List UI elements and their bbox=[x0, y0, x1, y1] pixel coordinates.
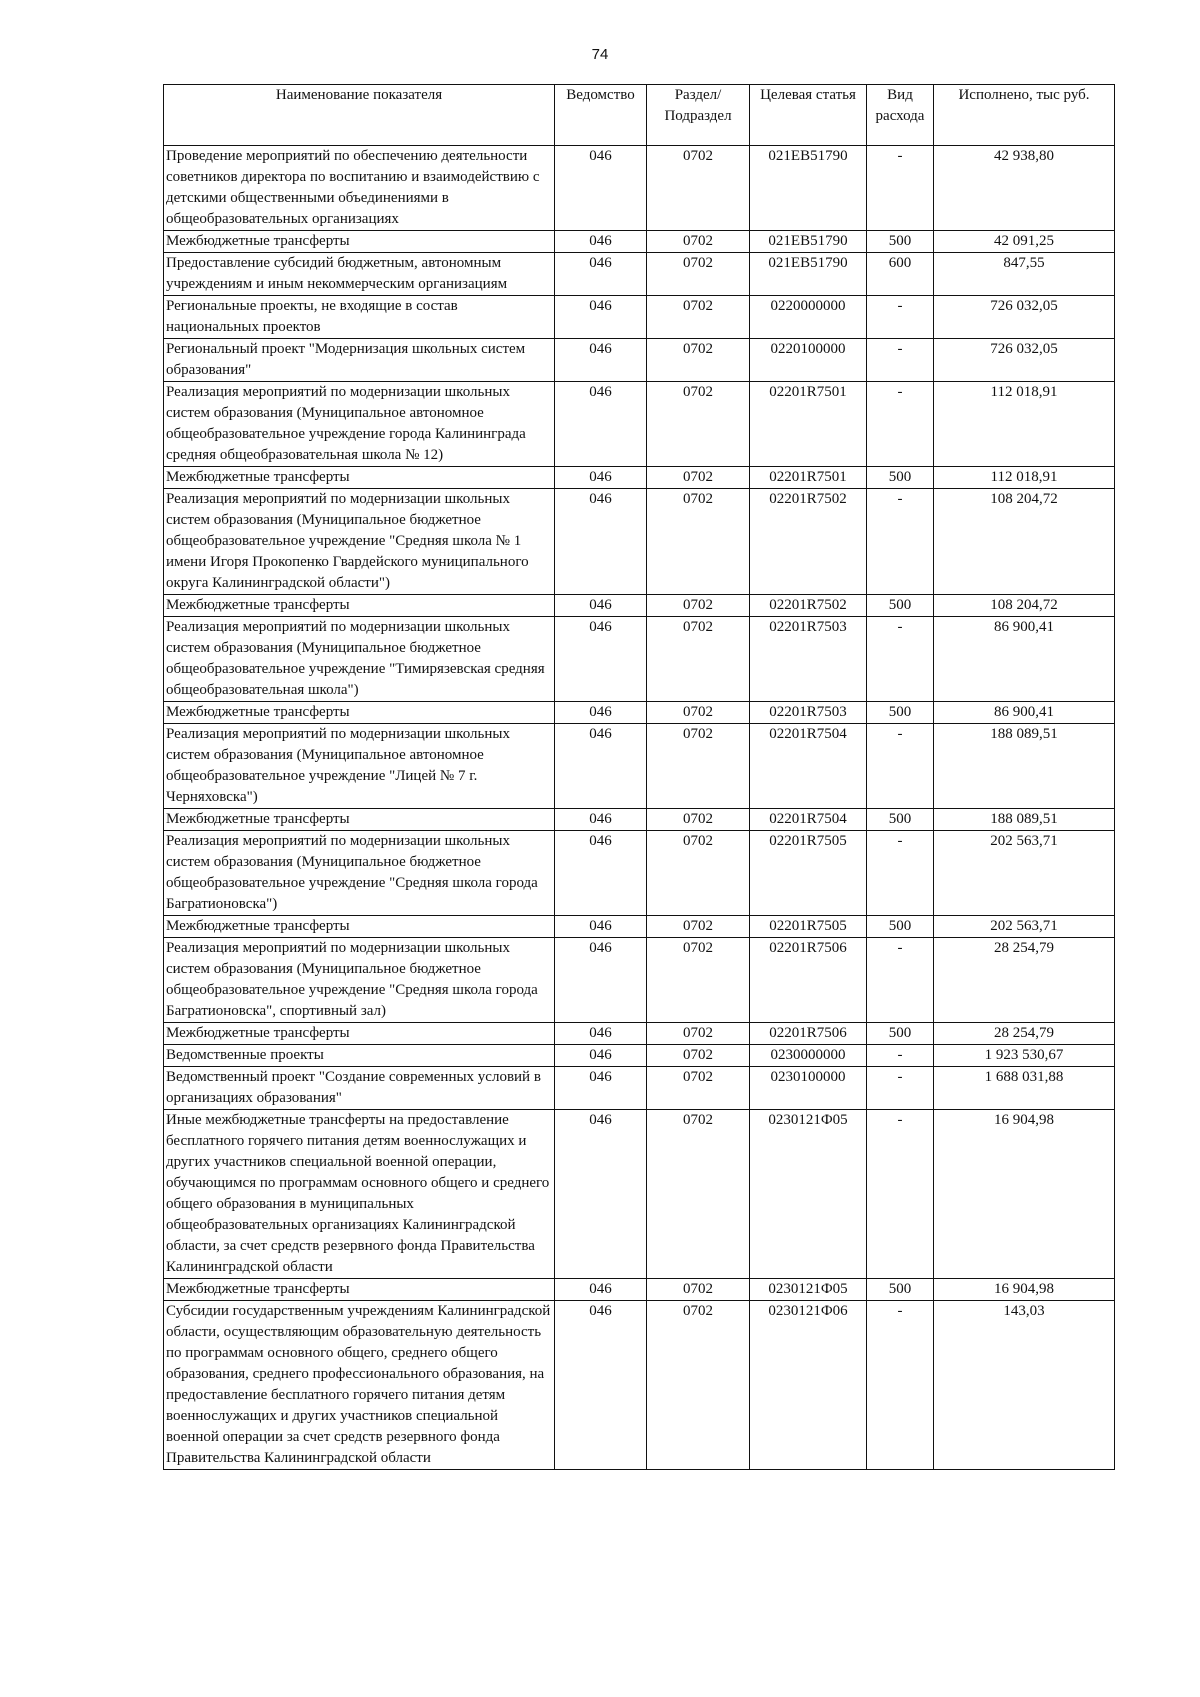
cell-amount: 86 900,41 bbox=[934, 617, 1115, 702]
table-row bbox=[164, 467, 1115, 489]
cell-article: 02201R7502 bbox=[750, 595, 867, 617]
cell-kind: - bbox=[867, 339, 934, 382]
cell-kind: - bbox=[867, 382, 934, 467]
cell-kind: 600 bbox=[867, 253, 934, 296]
cell-amount: 112 018,91 bbox=[934, 382, 1115, 467]
cell-article: 02201R7504 bbox=[750, 724, 867, 809]
cell-name: Межбюджетные трансферты bbox=[164, 467, 555, 489]
header-amount: Исполнено, тыс руб. bbox=[934, 85, 1115, 146]
cell-article: 0220000000 bbox=[750, 296, 867, 339]
cell-amount: 847,55 bbox=[934, 253, 1115, 296]
table-row bbox=[164, 339, 1115, 382]
cell-kind: - bbox=[867, 1110, 934, 1279]
table-row bbox=[164, 489, 1115, 595]
cell-name: Реализация мероприятий по модернизации школьных систем образования (Муниципальное бюджетное общеобразовательное учреждение "Средняя школа № 1 имени Игоря Прокопенко Гвардейского муниципального округа Калининградской области") bbox=[164, 489, 555, 595]
cell-amount: 188 089,51 bbox=[934, 724, 1115, 809]
table-row bbox=[164, 231, 1115, 253]
cell-section: 0702 bbox=[647, 724, 750, 809]
page-number: 74 bbox=[591, 46, 609, 63]
cell-kind: 500 bbox=[867, 1023, 934, 1045]
cell-kind: - bbox=[867, 1067, 934, 1110]
cell-section: 0702 bbox=[647, 1110, 750, 1279]
cell-kind: - bbox=[867, 146, 934, 231]
cell-name: Межбюджетные трансферты bbox=[164, 809, 555, 831]
budget-table bbox=[163, 84, 1115, 1470]
cell-dept: 046 bbox=[555, 296, 647, 339]
cell-section: 0702 bbox=[647, 1045, 750, 1067]
cell-amount: 202 563,71 bbox=[934, 831, 1115, 916]
cell-article: 02201R7502 bbox=[750, 489, 867, 595]
cell-name: Реализация мероприятий по модернизации школьных систем образования (Муниципальное автономное общеобразовательное учреждение "Лицей № 7 г. Черняховска") bbox=[164, 724, 555, 809]
cell-dept: 046 bbox=[555, 617, 647, 702]
cell-amount: 726 032,05 bbox=[934, 296, 1115, 339]
cell-article: 02201R7506 bbox=[750, 1023, 867, 1045]
cell-name: Ведомственный проект "Создание современных условий в организациях образования" bbox=[164, 1067, 555, 1110]
cell-dept: 046 bbox=[555, 595, 647, 617]
cell-dept: 046 bbox=[555, 146, 647, 231]
cell-dept: 046 bbox=[555, 1279, 647, 1301]
cell-dept: 046 bbox=[555, 1045, 647, 1067]
cell-amount: 108 204,72 bbox=[934, 489, 1115, 595]
cell-dept: 046 bbox=[555, 809, 647, 831]
cell-kind: 500 bbox=[867, 916, 934, 938]
cell-amount: 143,03 bbox=[934, 1301, 1115, 1470]
cell-section: 0702 bbox=[647, 489, 750, 595]
cell-article: 02201R7503 bbox=[750, 617, 867, 702]
cell-section: 0702 bbox=[647, 1301, 750, 1470]
table-row bbox=[164, 809, 1115, 831]
cell-article: 02201R7505 bbox=[750, 916, 867, 938]
cell-section: 0702 bbox=[647, 1279, 750, 1301]
cell-article: 021EB51790 bbox=[750, 231, 867, 253]
cell-article: 02201R7503 bbox=[750, 702, 867, 724]
cell-kind: 500 bbox=[867, 595, 934, 617]
cell-amount: 42 091,25 bbox=[934, 231, 1115, 253]
cell-article: 02201R7505 bbox=[750, 831, 867, 916]
cell-amount: 16 904,98 bbox=[934, 1279, 1115, 1301]
cell-amount: 42 938,80 bbox=[934, 146, 1115, 231]
cell-name: Ведомственные проекты bbox=[164, 1045, 555, 1067]
table-row bbox=[164, 702, 1115, 724]
cell-dept: 046 bbox=[555, 231, 647, 253]
cell-dept: 046 bbox=[555, 831, 647, 916]
header-dept: Ведомство bbox=[555, 85, 647, 146]
table-row bbox=[164, 595, 1115, 617]
table-row bbox=[164, 617, 1115, 702]
cell-section: 0702 bbox=[647, 339, 750, 382]
cell-dept: 046 bbox=[555, 1067, 647, 1110]
cell-article: 021EB51790 bbox=[750, 146, 867, 231]
cell-kind: - bbox=[867, 489, 934, 595]
cell-article: 0220100000 bbox=[750, 339, 867, 382]
cell-name: Субсидии государственным учреждениям Калининградской области, осуществляющим образовательную деятельность по программам основного общего, среднего общего образования, среднего профессионального образования, на предоставление бесплатного горячего питания детям военнослужащих и других участников специальной военной операции за счет средств резервного фонда Правительства Калининградской области bbox=[164, 1301, 555, 1470]
cell-kind: - bbox=[867, 1045, 934, 1067]
cell-amount: 108 204,72 bbox=[934, 595, 1115, 617]
cell-name: Региональные проекты, не входящие в состав национальных проектов bbox=[164, 296, 555, 339]
cell-section: 0702 bbox=[647, 296, 750, 339]
cell-amount: 112 018,91 bbox=[934, 467, 1115, 489]
cell-name: Межбюджетные трансферты bbox=[164, 595, 555, 617]
cell-dept: 046 bbox=[555, 1110, 647, 1279]
table-row bbox=[164, 1023, 1115, 1045]
cell-name: Реализация мероприятий по модернизации школьных систем образования (Муниципальное автономное общеобразовательное учреждение города Калининграда средняя общеобразовательная школа № 12) bbox=[164, 382, 555, 467]
cell-kind: - bbox=[867, 724, 934, 809]
cell-amount: 28 254,79 bbox=[934, 1023, 1115, 1045]
cell-section: 0702 bbox=[647, 1023, 750, 1045]
cell-name: Межбюджетные трансферты bbox=[164, 916, 555, 938]
cell-name: Межбюджетные трансферты bbox=[164, 1023, 555, 1045]
cell-section: 0702 bbox=[647, 467, 750, 489]
cell-name: Реализация мероприятий по модернизации школьных систем образования (Муниципальное бюджетное общеобразовательное учреждение "Тимирязевская средняя общеобразовательная школа") bbox=[164, 617, 555, 702]
header-article: Целевая статья bbox=[750, 85, 867, 146]
cell-dept: 046 bbox=[555, 1301, 647, 1470]
cell-section: 0702 bbox=[647, 231, 750, 253]
table-row bbox=[164, 1279, 1115, 1301]
table-row bbox=[164, 1067, 1115, 1110]
table-row bbox=[164, 253, 1115, 296]
table-row bbox=[164, 1045, 1115, 1067]
cell-section: 0702 bbox=[647, 916, 750, 938]
cell-amount: 188 089,51 bbox=[934, 809, 1115, 831]
cell-name: Реализация мероприятий по модернизации школьных систем образования (Муниципальное бюджетное общеобразовательное учреждение "Средняя школа города Багратионовска") bbox=[164, 831, 555, 916]
cell-kind: - bbox=[867, 617, 934, 702]
cell-dept: 046 bbox=[555, 702, 647, 724]
cell-section: 0702 bbox=[647, 809, 750, 831]
cell-section: 0702 bbox=[647, 146, 750, 231]
table-row bbox=[164, 831, 1115, 916]
cell-dept: 046 bbox=[555, 489, 647, 595]
header-name: Наименование показателя bbox=[164, 85, 555, 146]
cell-kind: - bbox=[867, 1301, 934, 1470]
cell-article: 02201R7506 bbox=[750, 938, 867, 1023]
cell-amount: 202 563,71 bbox=[934, 916, 1115, 938]
cell-article: 0230000000 bbox=[750, 1045, 867, 1067]
cell-dept: 046 bbox=[555, 724, 647, 809]
cell-amount: 1 923 530,67 bbox=[934, 1045, 1115, 1067]
cell-kind: 500 bbox=[867, 1279, 934, 1301]
cell-name: Реализация мероприятий по модернизации школьных систем образования (Муниципальное бюджетное общеобразовательное учреждение "Средняя школа города Багратионовска", спортивный зал) bbox=[164, 938, 555, 1023]
cell-dept: 046 bbox=[555, 938, 647, 1023]
cell-section: 0702 bbox=[647, 831, 750, 916]
cell-dept: 046 bbox=[555, 467, 647, 489]
cell-name: Межбюджетные трансферты bbox=[164, 702, 555, 724]
cell-article: 0230121Ф05 bbox=[750, 1110, 867, 1279]
cell-article: 0230100000 bbox=[750, 1067, 867, 1110]
cell-article: 021EB51790 bbox=[750, 253, 867, 296]
header-section: Раздел/ Подраздел bbox=[647, 85, 750, 146]
cell-name: Предоставление субсидий бюджетным, автономным учреждениям и иным некоммерческим организациям bbox=[164, 253, 555, 296]
cell-amount: 726 032,05 bbox=[934, 339, 1115, 382]
table-row bbox=[164, 938, 1115, 1023]
cell-dept: 046 bbox=[555, 1023, 647, 1045]
cell-amount: 1 688 031,88 bbox=[934, 1067, 1115, 1110]
cell-name: Региональный проект "Модернизация школьных систем образования" bbox=[164, 339, 555, 382]
cell-section: 0702 bbox=[647, 702, 750, 724]
table-row bbox=[164, 1301, 1115, 1470]
cell-kind: - bbox=[867, 296, 934, 339]
cell-section: 0702 bbox=[647, 382, 750, 467]
cell-kind: 500 bbox=[867, 467, 934, 489]
cell-dept: 046 bbox=[555, 916, 647, 938]
header-kind: Вид расхода bbox=[867, 85, 934, 146]
table-row bbox=[164, 382, 1115, 467]
table-row bbox=[164, 916, 1115, 938]
cell-section: 0702 bbox=[647, 1067, 750, 1110]
cell-dept: 046 bbox=[555, 253, 647, 296]
cell-section: 0702 bbox=[647, 938, 750, 1023]
cell-name: Межбюджетные трансферты bbox=[164, 231, 555, 253]
cell-article: 0230121Ф06 bbox=[750, 1301, 867, 1470]
cell-kind: 500 bbox=[867, 809, 934, 831]
cell-amount: 86 900,41 bbox=[934, 702, 1115, 724]
cell-name: Проведение мероприятий по обеспечению деятельности советников директора по воспитанию и взаимодействию с детскими общественными объединениями в общеобразовательных организациях bbox=[164, 146, 555, 231]
cell-article: 02201R7501 bbox=[750, 467, 867, 489]
table-row bbox=[164, 1110, 1115, 1279]
cell-amount: 16 904,98 bbox=[934, 1110, 1115, 1279]
cell-kind: - bbox=[867, 938, 934, 1023]
table-header-row bbox=[164, 85, 1115, 146]
table-row bbox=[164, 296, 1115, 339]
cell-section: 0702 bbox=[647, 595, 750, 617]
cell-kind: - bbox=[867, 831, 934, 916]
cell-article: 0230121Ф05 bbox=[750, 1279, 867, 1301]
cell-dept: 046 bbox=[555, 382, 647, 467]
table-row bbox=[164, 146, 1115, 231]
cell-name: Иные межбюджетные трансферты на предоставление бесплатного горячего питания детям военнослужащих и других участников специальной военной операции, обучающимся по программам основного общего и среднего общего образования в муниципальных общеобразовательных организациях Калининградской области, за счет средств резервного фонда Правительства Калининградской области bbox=[164, 1110, 555, 1279]
cell-kind: 500 bbox=[867, 231, 934, 253]
cell-dept: 046 bbox=[555, 339, 647, 382]
cell-article: 02201R7501 bbox=[750, 382, 867, 467]
cell-article: 02201R7504 bbox=[750, 809, 867, 831]
table-row bbox=[164, 724, 1115, 809]
cell-name: Межбюджетные трансферты bbox=[164, 1279, 555, 1301]
cell-section: 0702 bbox=[647, 253, 750, 296]
cell-kind: 500 bbox=[867, 702, 934, 724]
cell-section: 0702 bbox=[647, 617, 750, 702]
cell-amount: 28 254,79 bbox=[934, 938, 1115, 1023]
